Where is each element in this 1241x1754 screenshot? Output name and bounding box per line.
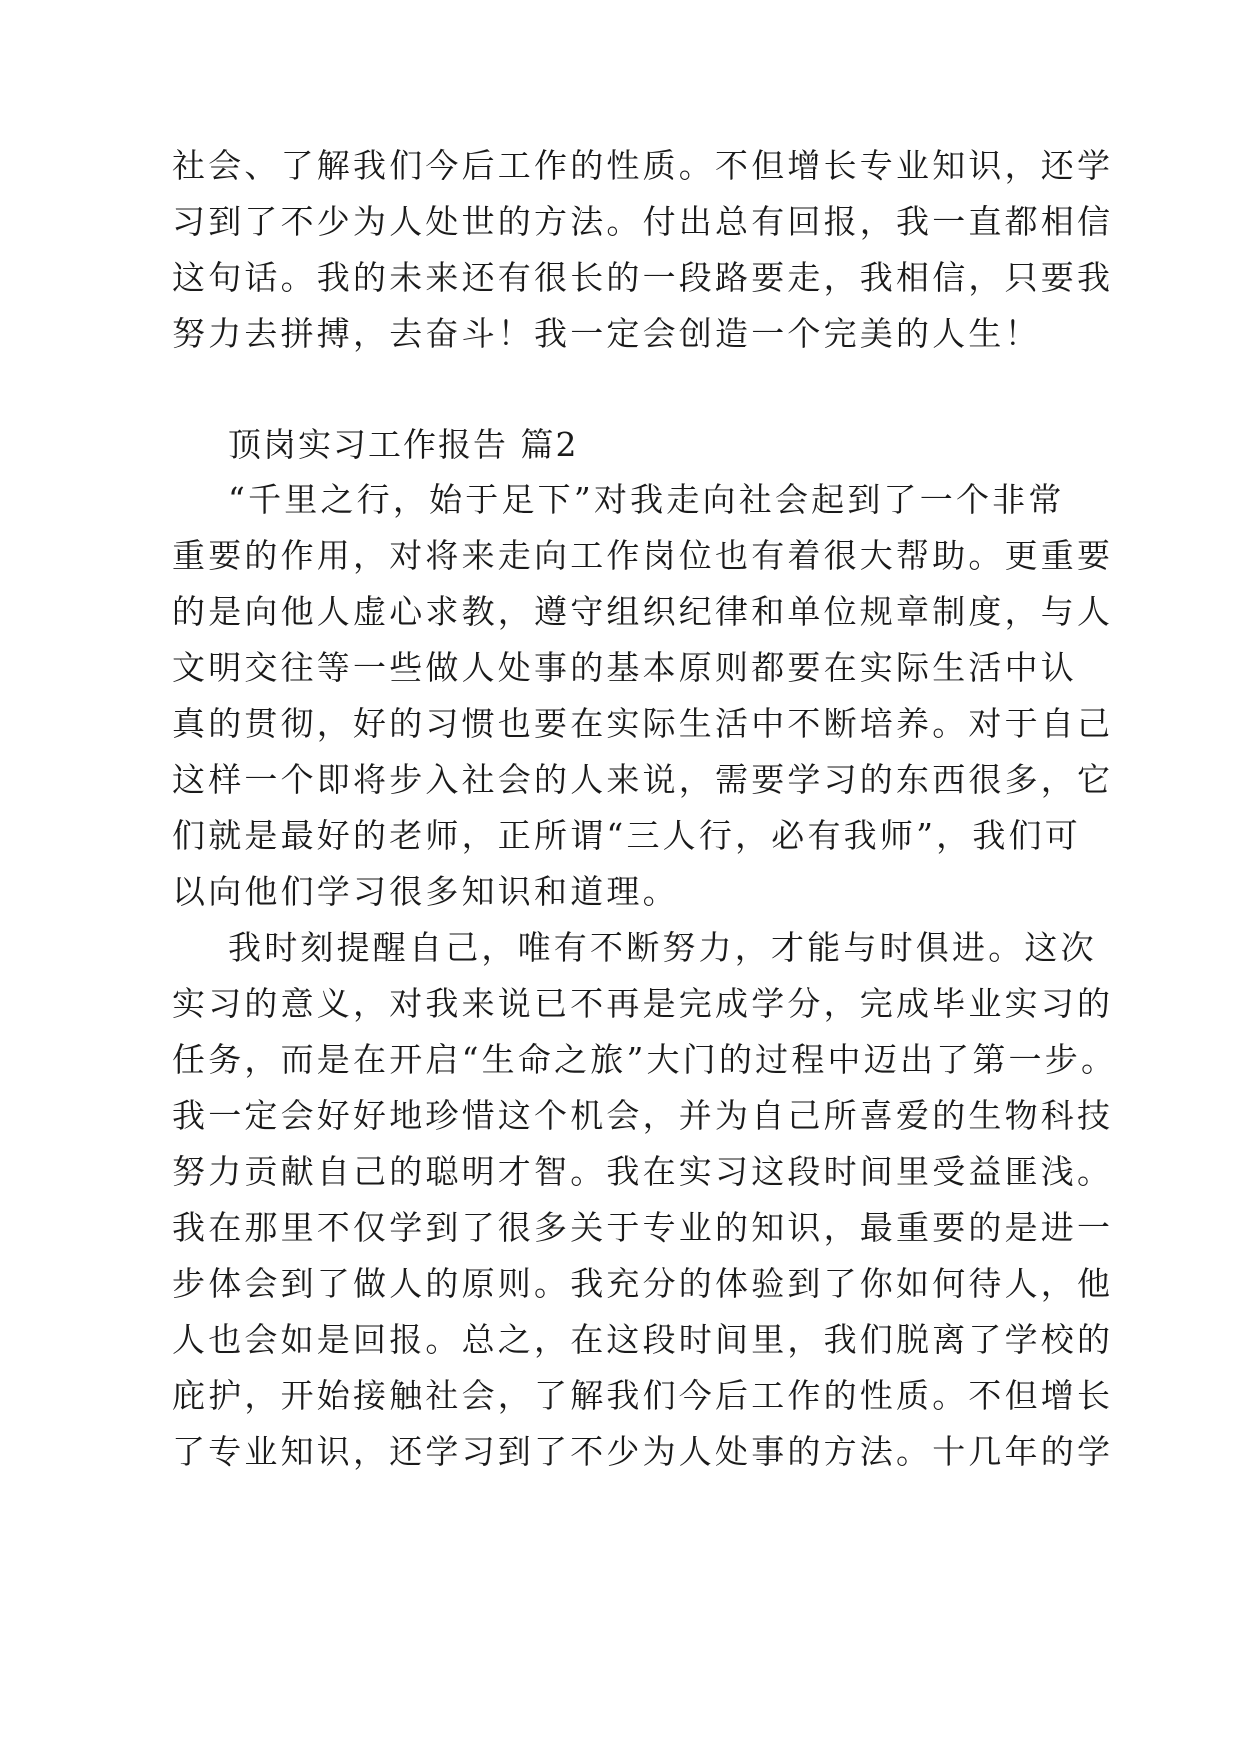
line-text: 的是向他人虚心求教，遵守组织纪律和单位规章制度，与人 <box>172 592 1114 631</box>
line-text: 文明交往等一些做人处事的基本原则都要在实际生活中认 <box>172 648 1077 687</box>
line-text: 社会、了解我们今后工作的性质。不但增长专业知识，还学 <box>172 146 1114 185</box>
line-text: 努力贡献自己的聪明才智。我在实习这段时间里受益匪浅。 <box>172 1152 1114 1191</box>
text-line <box>0 580 1241 644</box>
text-line <box>0 916 1241 980</box>
text-line <box>0 1196 1241 1260</box>
text-line <box>0 1084 1241 1148</box>
line-text: “千里之行，始于足下”对我走向社会起到了一个非常 <box>228 480 1065 519</box>
line-text: 实习的意义，对我来说已不再是完成学分，完成毕业实习的 <box>172 984 1114 1023</box>
text-line <box>0 524 1241 588</box>
text-line <box>0 1252 1241 1316</box>
text-line <box>0 860 1241 924</box>
text-line <box>0 1364 1241 1428</box>
text-line <box>0 1420 1241 1484</box>
line-text: 真的贯彻，好的习惯也要在实际生活中不断培养。对于自己 <box>172 704 1114 743</box>
text-line <box>0 1308 1241 1372</box>
line-text: 了专业知识，还学习到了不少为人处事的方法。十几年的学 <box>172 1432 1114 1471</box>
text-line <box>0 1028 1241 1092</box>
line-text: 这句话。我的未来还有很长的一段路要走，我相信，只要我 <box>172 258 1114 297</box>
text-line <box>0 246 1241 310</box>
text-line <box>0 636 1241 700</box>
text-line <box>0 804 1241 868</box>
line-text: 这样一个即将步入社会的人来说，需要学习的东西很多，它 <box>172 760 1114 799</box>
text-line <box>0 134 1241 198</box>
line-text: 习到了不少为人处世的方法。付出总有回报，我一直都相信 <box>172 202 1114 241</box>
line-text: 人也会如是回报。总之，在这段时间里，我们脱离了学校的 <box>172 1320 1114 1359</box>
text-line <box>0 468 1241 532</box>
text-line <box>0 190 1241 254</box>
text-line <box>0 972 1241 1036</box>
line-text: 我时刻提醒自己，唯有不断努力，才能与时俱进。这次 <box>228 928 1097 967</box>
text-line <box>0 748 1241 812</box>
line-text: 以向他们学习很多知识和道理。 <box>172 872 679 911</box>
line-text: 重要的作用，对将来走向工作岗位也有着很大帮助。更重要 <box>172 536 1114 575</box>
heading-text: 顶岗实习工作报告 篇2 <box>228 425 579 464</box>
text-line <box>0 302 1241 366</box>
line-text: 我一定会好好地珍惜这个机会，并为自己所喜爱的生物科技 <box>172 1096 1114 1135</box>
text-line <box>0 692 1241 756</box>
line-text: 任务，而是在开启“生命之旅”大门的过程中迈出了第一步。 <box>172 1040 1118 1079</box>
line-text: 步体会到了做人的原则。我充分的体验到了你如何待人，他 <box>172 1264 1114 1303</box>
line-text: 庇护，开始接触社会，了解我们今后工作的性质。不但增长 <box>172 1376 1114 1415</box>
text-line <box>0 1140 1241 1204</box>
line-text: 努力去拼搏，去奋斗！我一定会创造一个完美的人生！ <box>172 314 1041 353</box>
line-text: 我在那里不仅学到了很多关于专业的知识，最重要的是进一 <box>172 1208 1114 1247</box>
line-text: 们就是最好的老师，正所谓“三人行，必有我师”，我们可 <box>172 816 1081 855</box>
